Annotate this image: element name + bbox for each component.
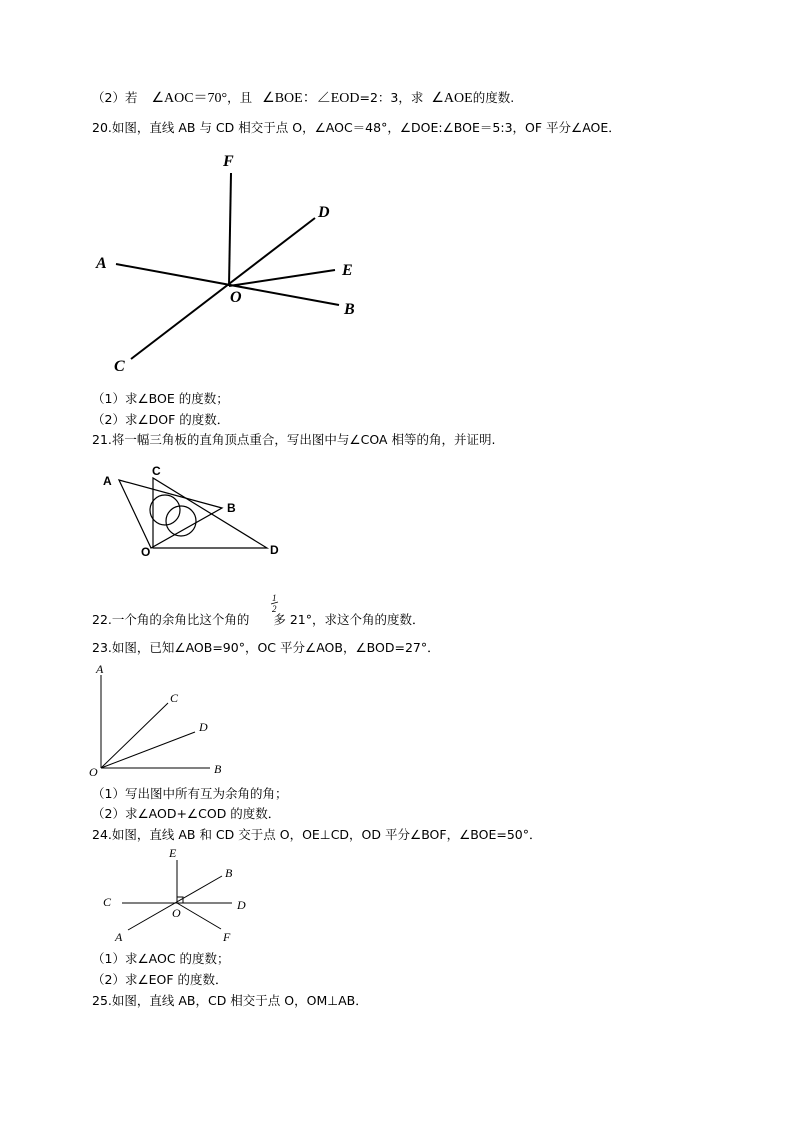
q20-part2: （2）求∠DOF 的度数． <box>92 412 230 427</box>
q21-label-d: D <box>270 543 279 557</box>
q23-label-a: A <box>96 662 104 676</box>
q22-suffix: 多 21°，求这个角的度数． <box>273 612 425 627</box>
q23-stem: 23.如图，已知∠AOB=90°，OC 平分∠AOB，∠BOD=27°． <box>92 640 440 655</box>
q21-label-o: O <box>141 545 151 559</box>
q20-label-o: O <box>230 289 242 306</box>
q23-part2: （2）求∠AOD+∠COD 的度数． <box>92 806 281 821</box>
q19-part2-mid1: ，且 <box>227 90 253 105</box>
q21-stem: 21.将一幅三角板的直角顶点重合，写出图中与∠COA 相等的角，并证明. <box>92 432 496 447</box>
q22-frac-num: 1 <box>272 593 277 603</box>
q19-part2-suffix: 的度数. <box>472 90 515 105</box>
q19-angle-aoe: ∠AOE <box>431 91 473 106</box>
q20-stem: 20.如图，直线 AB 与 CD 相交于点 O，∠AOC＝48°，∠DOE:∠BOE＝5:3，OF 平分∠AOE． <box>92 120 621 135</box>
q24-part1: （1）求∠AOC 的度数； <box>92 951 230 966</box>
q20-part1: （1）求∠BOE 的度数； <box>92 391 229 406</box>
q23-label-d: D <box>199 720 208 734</box>
q24-label-a: A <box>115 930 123 944</box>
q20-label-b: B <box>344 301 355 318</box>
q22-frac-den: 2 <box>272 604 277 614</box>
q24-part2: （2）求∠EOF 的度数． <box>92 972 228 987</box>
q19-part2-mid2: =2：3，求 <box>359 90 424 105</box>
q24-ray-of <box>177 903 221 929</box>
q22-prefix: 22.一个角的余角比这个角的 <box>92 612 250 627</box>
q21-label-b: B <box>227 501 236 515</box>
q20-label-a: A <box>96 255 107 272</box>
q24-label-b: B <box>225 866 233 880</box>
q23-label-b: B <box>214 762 222 776</box>
q23-label-o: O <box>89 765 98 779</box>
q23-part1: （1）写出图中所有互为余角的角； <box>92 786 288 801</box>
q19-angle-eod: ∠EOD <box>316 91 360 106</box>
q19-angle-boe: ∠BOE： <box>262 91 317 106</box>
q24-stem: 24.如图，直线 AB 和 CD 交于点 O，OE⊥CD，OD 平分∠BOF，∠BOE=50°． <box>92 827 542 842</box>
q24-label-c: C <box>103 895 112 909</box>
q25-stem: 25.如图，直线 AB，CD 相交于点 O，OM⊥AB． <box>92 993 368 1008</box>
q20-label-f: F <box>223 153 234 170</box>
q20-label-c: C <box>114 358 125 375</box>
q24-label-e: E <box>169 846 177 860</box>
q24-label-d: D <box>237 898 246 912</box>
q24-label-o: O <box>172 906 181 920</box>
q20-label-e: E <box>342 262 353 279</box>
q21-label-a: A <box>103 474 112 488</box>
q23-label-c: C <box>170 691 179 705</box>
q19-angle-aoc: ∠AOC＝70° <box>151 91 228 106</box>
q21-label-c: C <box>152 464 161 478</box>
q24-label-f: F <box>223 930 231 944</box>
q20-label-d: D <box>318 204 330 221</box>
q19-part2-prefix: （2）若 <box>92 90 138 105</box>
